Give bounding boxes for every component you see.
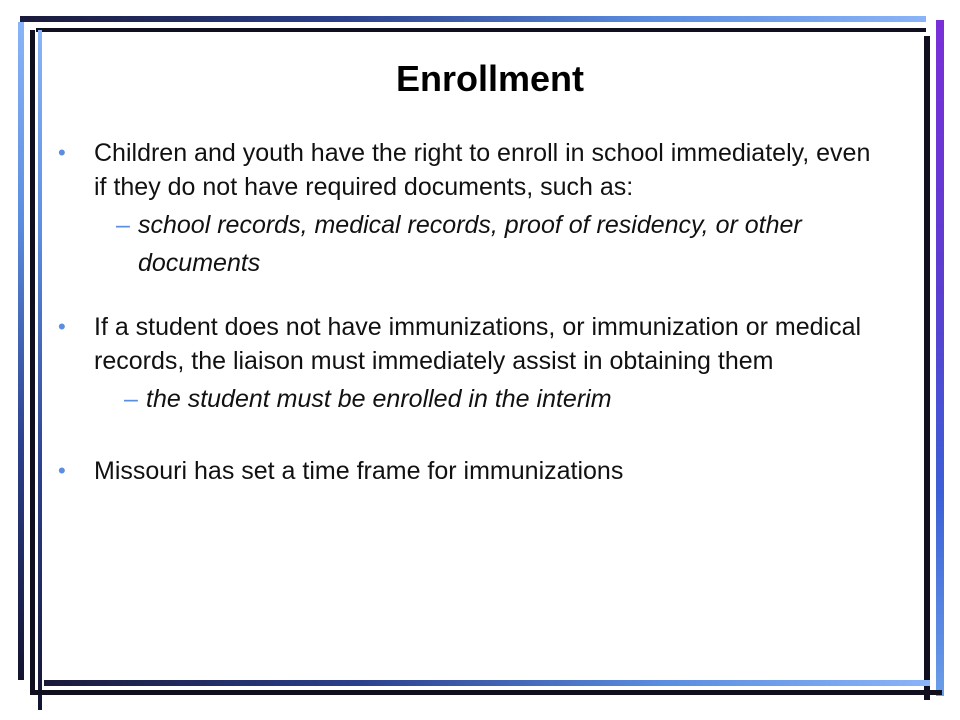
frame-top-inner: [36, 28, 926, 32]
slide-content: [58, 136, 878, 488]
frame-left-outer: [18, 22, 24, 680]
frame-left-inner2: [38, 30, 42, 710]
sub-bullet-text: the student must be enrolled in the interim: [146, 385, 612, 413]
bullet-text: Children and youth have the right to enroll in school immediately, even if they do not have required documents, such as:: [94, 139, 871, 201]
bullet-item: [58, 310, 878, 378]
dash-icon: –: [124, 385, 138, 413]
bullet-icon: •: [58, 314, 66, 339]
sub-bullet-text: school records, medical records, proof of residency, or other documents: [138, 211, 802, 277]
bullet-icon: •: [58, 458, 66, 483]
dash-icon: –: [116, 211, 130, 239]
slide-title: Enrollment: [395, 58, 584, 99]
frame-right-inner: [924, 36, 930, 700]
bullet-item: [58, 454, 878, 488]
frame-bottom-outer: [30, 690, 942, 695]
frame-right-outer: [936, 20, 944, 696]
bullet-text: If a student does not have immunizations, or immunization or medical records, the liaison must immediately assist in obtaining them: [94, 313, 862, 375]
frame-top-outer: [20, 16, 926, 22]
sub-bullet-item: [58, 380, 878, 418]
frame-bottom-inner: [44, 680, 930, 686]
bullet-icon: •: [58, 140, 66, 165]
frame-left-inner: [30, 30, 35, 694]
bullet-item: [58, 136, 878, 204]
bullet-text: Missouri has set a time frame for immunizations: [94, 457, 624, 485]
sub-bullet-item: [58, 206, 878, 282]
